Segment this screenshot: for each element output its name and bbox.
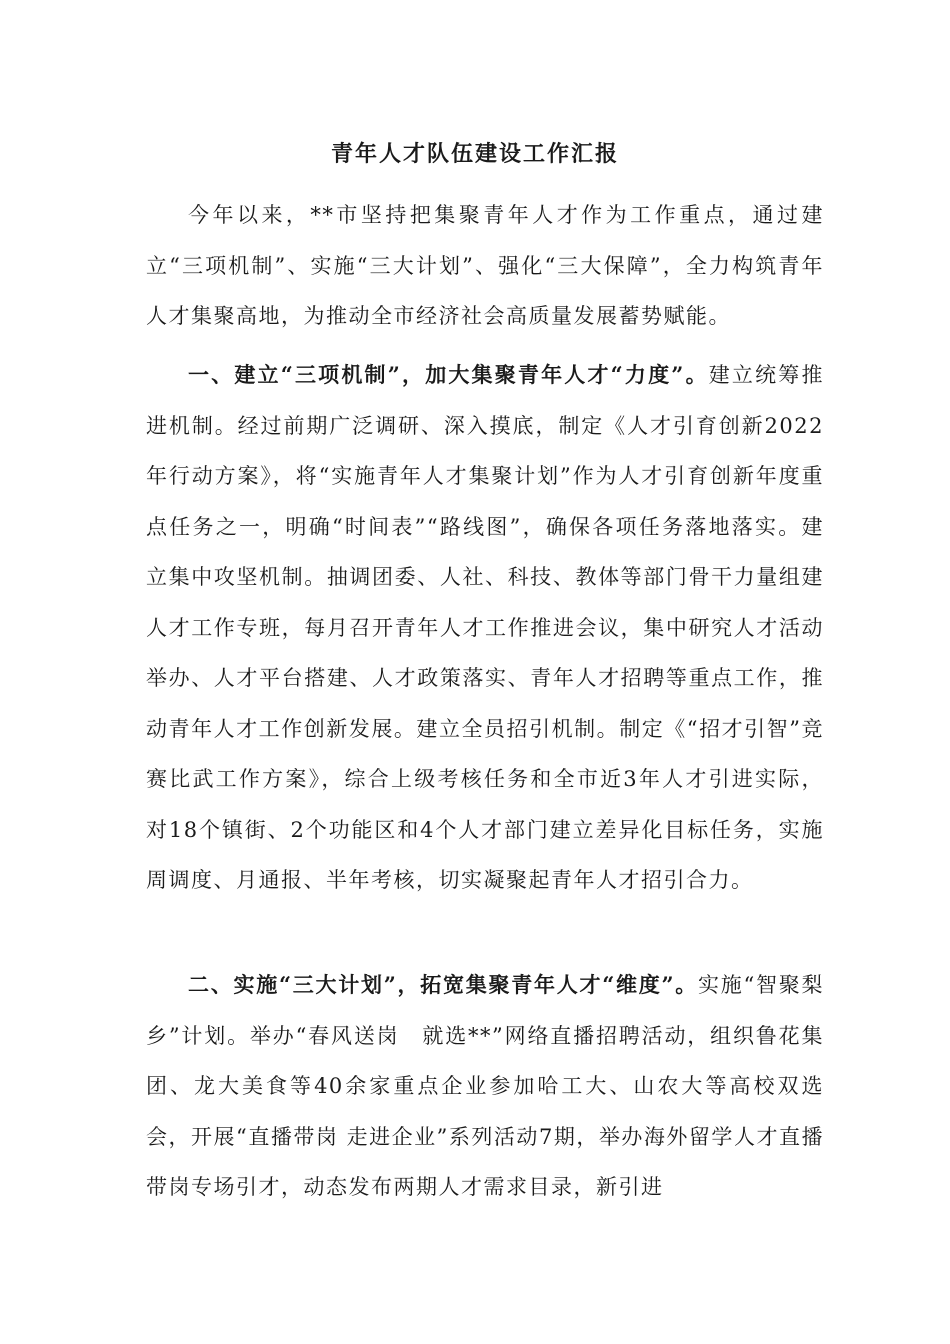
section-1-body: 建立统筹推进机制。经过前期广泛调研、深入摸底，制定《人才引育创新2022年行动方案》，将“实施青年人才集聚计划”作为人才引育创新年度重点任务之一，明确“时间表”“路线图”，确保各项任务落地落实。建立集中攻坚机制。抽调团委、人社、科技、教体等部门骨干力量组建人才工作专班，每月召开青年人才工作推进会议，集中研究人才活动举办、人才平台搭建、人才政策落实、青年人才招聘等重点工作，推动青年人才工作创新发展。建立全员招引机制。制定《“招才引智”竞赛比武工作方案》，综合上级考核任务和全市近3年人才引进实际，对18个镇街、2个功能区和4个人才部门建立差异化目标任务，实施周调度、月通报、半年考核，切实凝聚起青年人才招引合力。 <box>146 363 824 892</box>
section-1-paragraph <box>146 350 824 906</box>
section-2-paragraph <box>146 960 824 1213</box>
section-2-heading: 二、实施“三大计划”，拓宽集聚青年人才“维度”。 <box>188 972 699 997</box>
document-title: 青年人才队伍建设工作汇报 <box>330 141 619 167</box>
section-2-body: 实施“智聚梨乡”计划。举办“春风送岗 就选**”网络直播招聘活动，组织鲁花集团、龙大美食等40余家重点企业参加哈工大、山农大等高校双选会，开展“直播带岗 走进企业”系列活动7期，举办海外留学人才直播带岗专场引才，动态发布两期人才需求目录，新引进 <box>146 973 824 1199</box>
intro-paragraph: 今年以来，**市坚持把集聚青年人才作为工作重点，通过建立“三项机制”、实施“三大计划”、强化“三大保障”，全力构筑青年人才集聚高地，为推动全市经济社会高质量发展蓄势赋能。 <box>146 203 824 328</box>
section-1-heading: 一、建立“三项机制”，加大集聚青年人才“力度”。 <box>188 362 709 387</box>
